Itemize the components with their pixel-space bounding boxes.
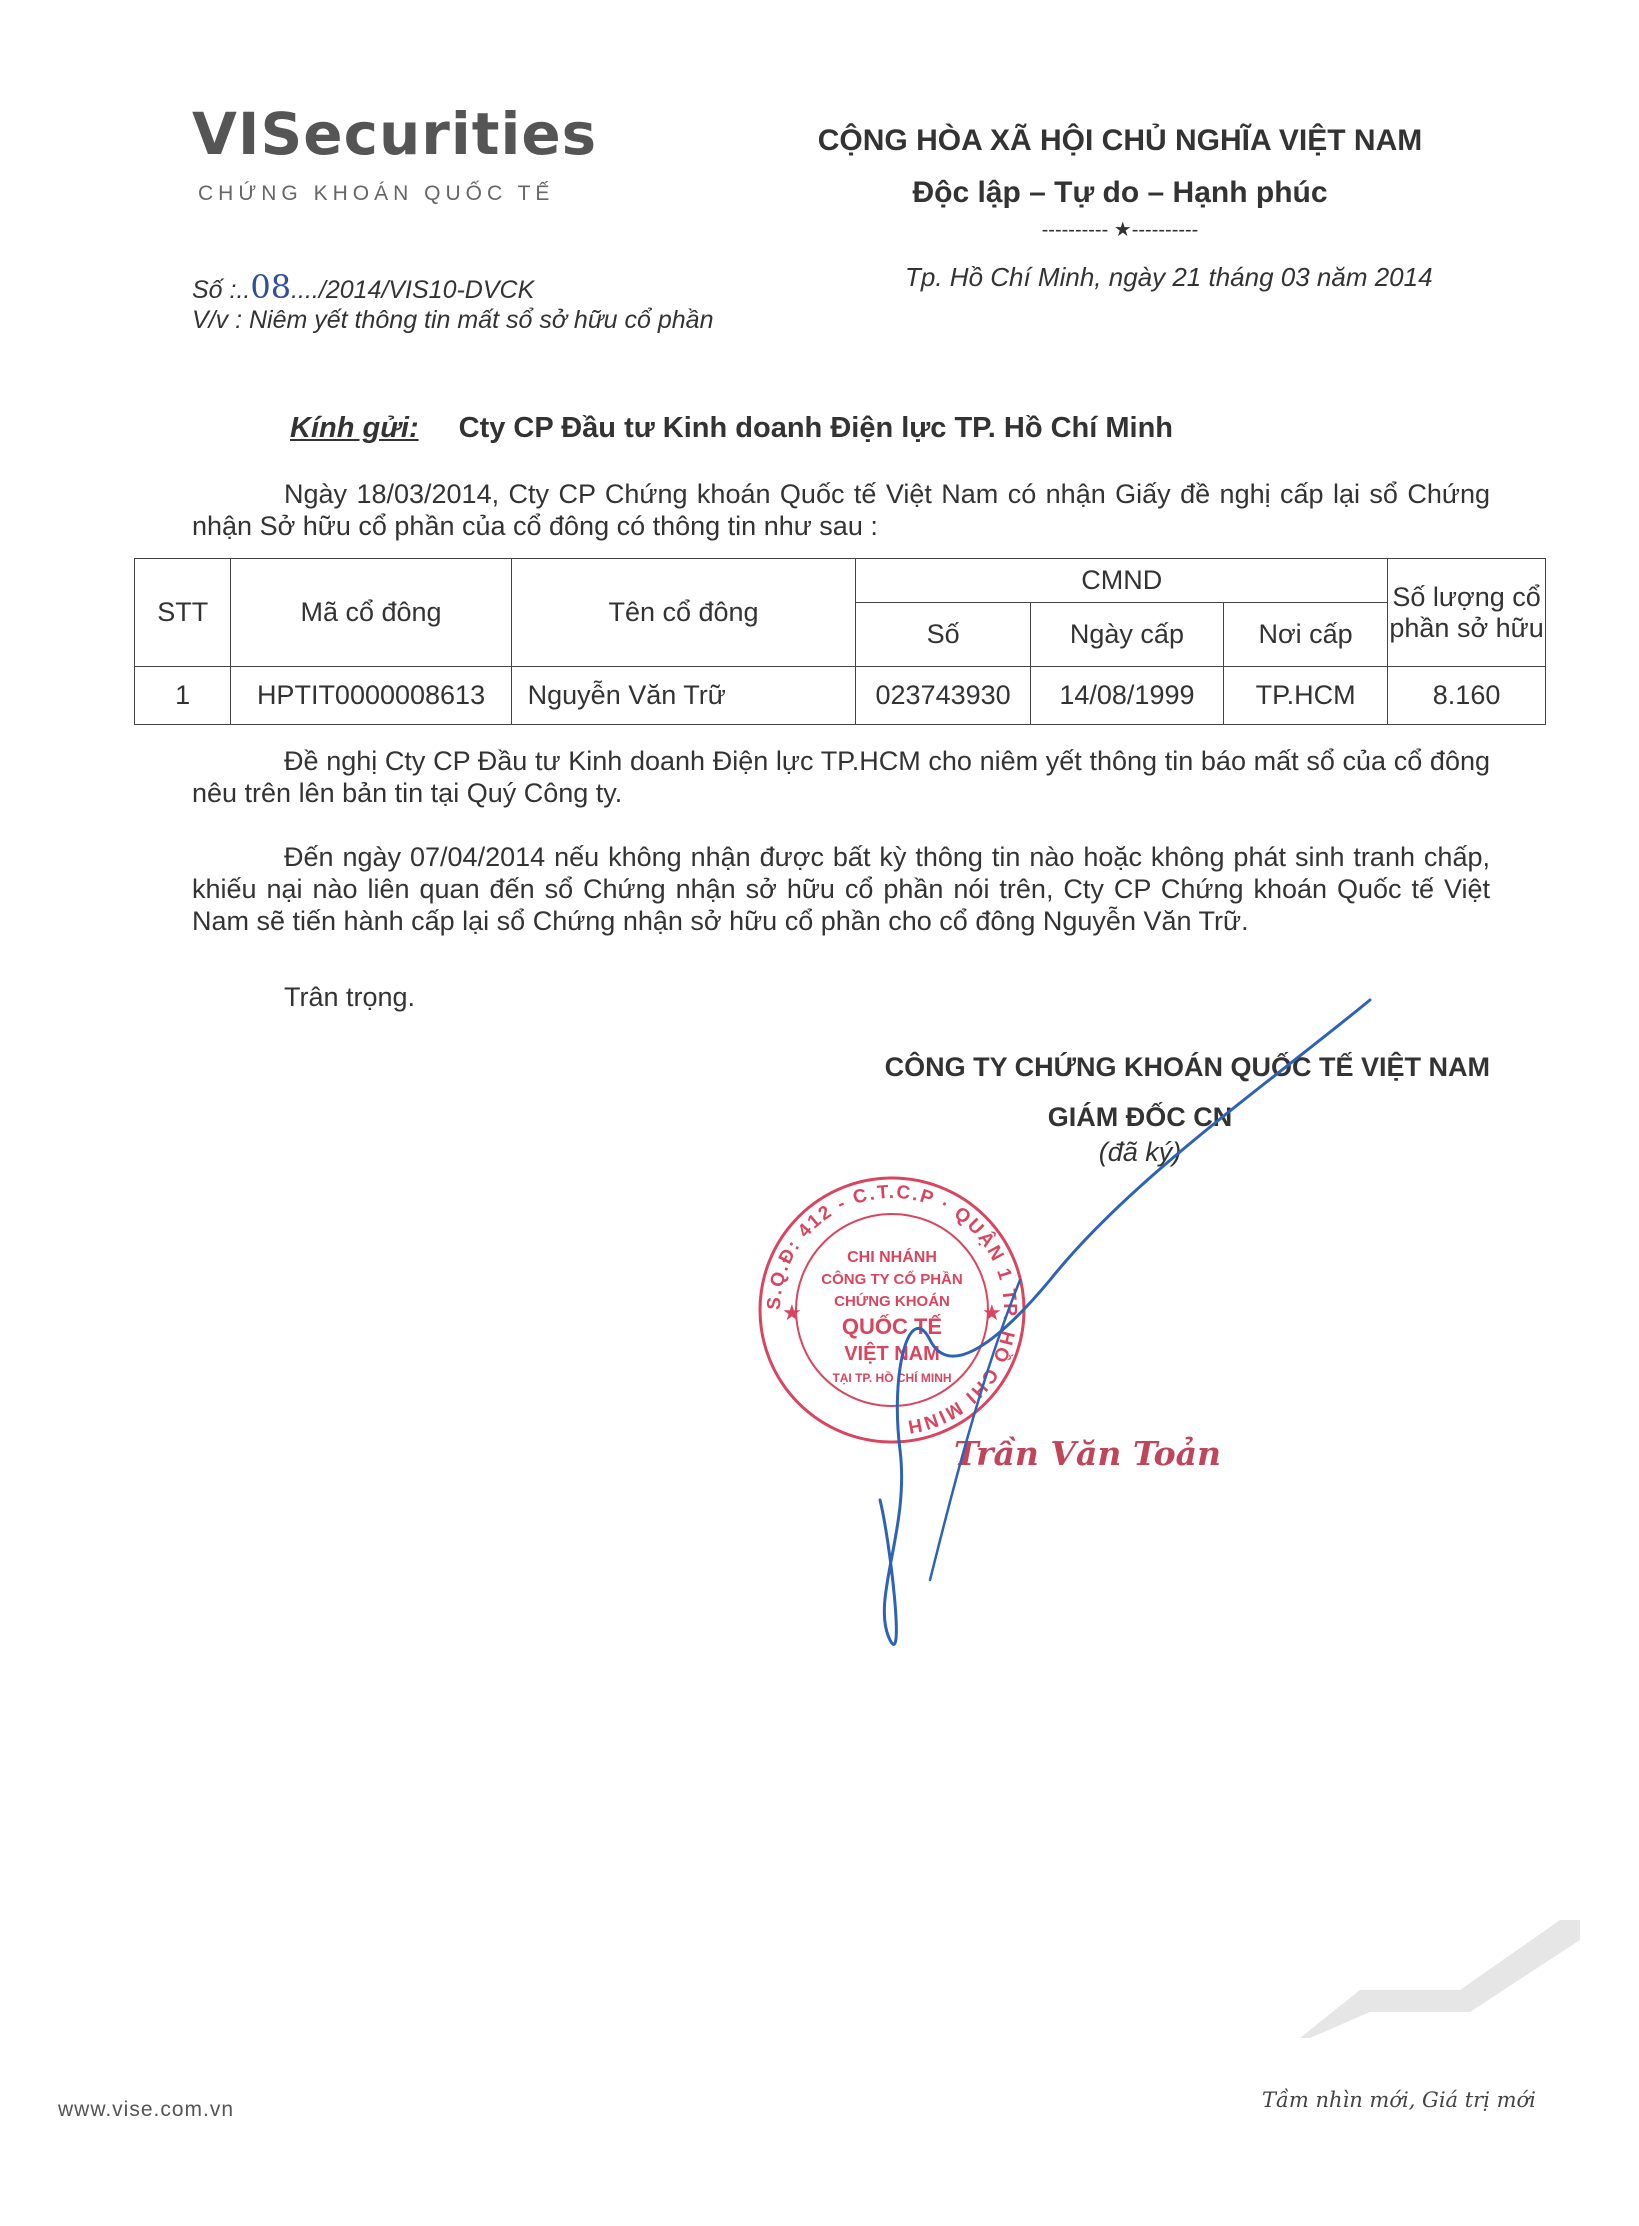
company-website: www.vise.com.vn: [58, 2098, 235, 2121]
stamp-line1: CHI NHÁNH: [847, 1249, 937, 1266]
header-cmnd: CMND: [856, 559, 1388, 603]
signer-title: GIÁM ĐỐC CN: [1047, 1102, 1233, 1132]
stamp-ring-text: S.Q.Đ: 412 - C.T.C.P · QUẬN 1 TP. HỒ CHÍ MINH: [763, 1181, 1021, 1438]
recipient: [290, 412, 1173, 445]
stamp-line4: QUỐC TẾ: [841, 1314, 943, 1339]
national-motto: Độc lập – Tự do – Hạnh phúc: [912, 176, 1328, 209]
cell-cmnd-no: 023743930: [856, 667, 1030, 725]
table-header-row: [135, 559, 1546, 603]
paragraph-intro: [192, 478, 1490, 542]
table-row: [135, 667, 1546, 725]
number-handwritten: 08: [250, 268, 292, 306]
stamp-line5: VIỆT NAM: [844, 1343, 940, 1365]
number-suffix: ..../2014/VIS10-DVCK: [291, 276, 535, 304]
header-issue-place: Nơi cấp: [1224, 603, 1388, 667]
header-cmnd-no: Số: [856, 603, 1030, 667]
cell-issue-date: 14/08/1999: [1030, 667, 1223, 725]
header-divider: ---------- ★----------: [1041, 219, 1199, 241]
paragraph-request-text: Đề nghị Cty CP Đầu tư Kinh doanh Điện lực TP.HCM cho niêm yết thông tin báo mất sổ của cổ đông nêu trên lên bản tin tại Quý Công ty.: [192, 746, 1490, 808]
number-prefix: Số :..: [192, 276, 251, 304]
header-issue-date: Ngày cấp: [1030, 603, 1223, 667]
header-code: Mã cổ đông: [231, 559, 511, 667]
stamp-star-right-icon: ★: [982, 1300, 1002, 1325]
cell-shares: 8.160: [1388, 667, 1546, 725]
closing-salutation: Trân trọng.: [284, 982, 416, 1012]
cell-code: HPTIT0000008613: [231, 667, 511, 725]
stamp-line3: CHỨNG KHOÁN: [834, 1293, 950, 1310]
signed-note: (đã ký): [1098, 1137, 1182, 1167]
stamp-line6: TẠI TP. HỒ CHÍ MINH: [832, 1371, 952, 1385]
document-number: [192, 268, 534, 306]
stamp-star-left-icon: ★: [782, 1300, 802, 1325]
document-subject: V/v : Niêm yết thông tin mất sổ sở hữu cổ phần: [192, 306, 714, 334]
cell-name: Nguyễn Văn Trữ: [511, 667, 856, 725]
paragraph-deadline: [192, 841, 1490, 937]
paragraph-request: [192, 745, 1490, 809]
recipient-label: Kính gửi:: [290, 412, 419, 444]
paragraph-deadline-text: Đến ngày 07/04/2014 nếu không nhận được bất kỳ thông tin nào hoặc không phát sinh tranh chấp, khiếu nại nào liên quan đến sổ Chứng nhận sở hữu cổ phần nói trên, Cty CP Chứng khoán Quốc tế Việt Nam sẽ tiến hành cấp lại sổ Chứng nhận sở hữu cổ phần cho cổ đông Nguyễn Văn Trữ.: [192, 842, 1490, 936]
dateline: Tp. Hồ Chí Minh, ngày 21 tháng 03 năm 2014: [905, 262, 1433, 292]
paragraph-intro-text: Ngày 18/03/2014, Cty CP Chứng khoán Quốc tế Việt Nam có nhận Giấy đề nghị cấp lại sổ Chứng nhận Sở hữu cổ phần của cổ đông có thông tin như sau :: [192, 479, 1490, 541]
header-stt: STT: [135, 559, 231, 667]
company-slogan: Tầm nhìn mới, Giá trị mới: [1262, 2088, 1536, 2112]
footer-decoration: [1160, 1920, 1580, 2040]
signing-company: CÔNG TY CHỨNG KHOÁN QUỐC TẾ VIỆT NAM: [884, 1052, 1490, 1082]
handwritten-signature: [830, 980, 1390, 1680]
national-title: CỘNG HÒA XÃ HỘI CHỦ NGHĨA VIỆT NAM: [817, 124, 1423, 157]
cell-stt: 1: [135, 667, 231, 725]
stamp-line2: CÔNG TY CỔ PHẦN: [821, 1271, 963, 1288]
header-shares: Số lượng cổ phần sở hữu: [1388, 559, 1546, 667]
company-logo-subtitle: CHỨNG KHOÁN QUỐC TẾ: [198, 182, 555, 205]
signer-name: Trần Văn Toản: [954, 1434, 1222, 1473]
recipient-name: Cty CP Đầu tư Kinh doanh Điện lực TP. Hồ Chí Minh: [458, 412, 1174, 444]
company-logo: VISecurities: [192, 100, 598, 168]
cell-issue-place: TP.HCM: [1224, 667, 1388, 725]
shareholder-table: [134, 558, 1546, 725]
header-name: Tên cổ đông: [511, 559, 856, 667]
